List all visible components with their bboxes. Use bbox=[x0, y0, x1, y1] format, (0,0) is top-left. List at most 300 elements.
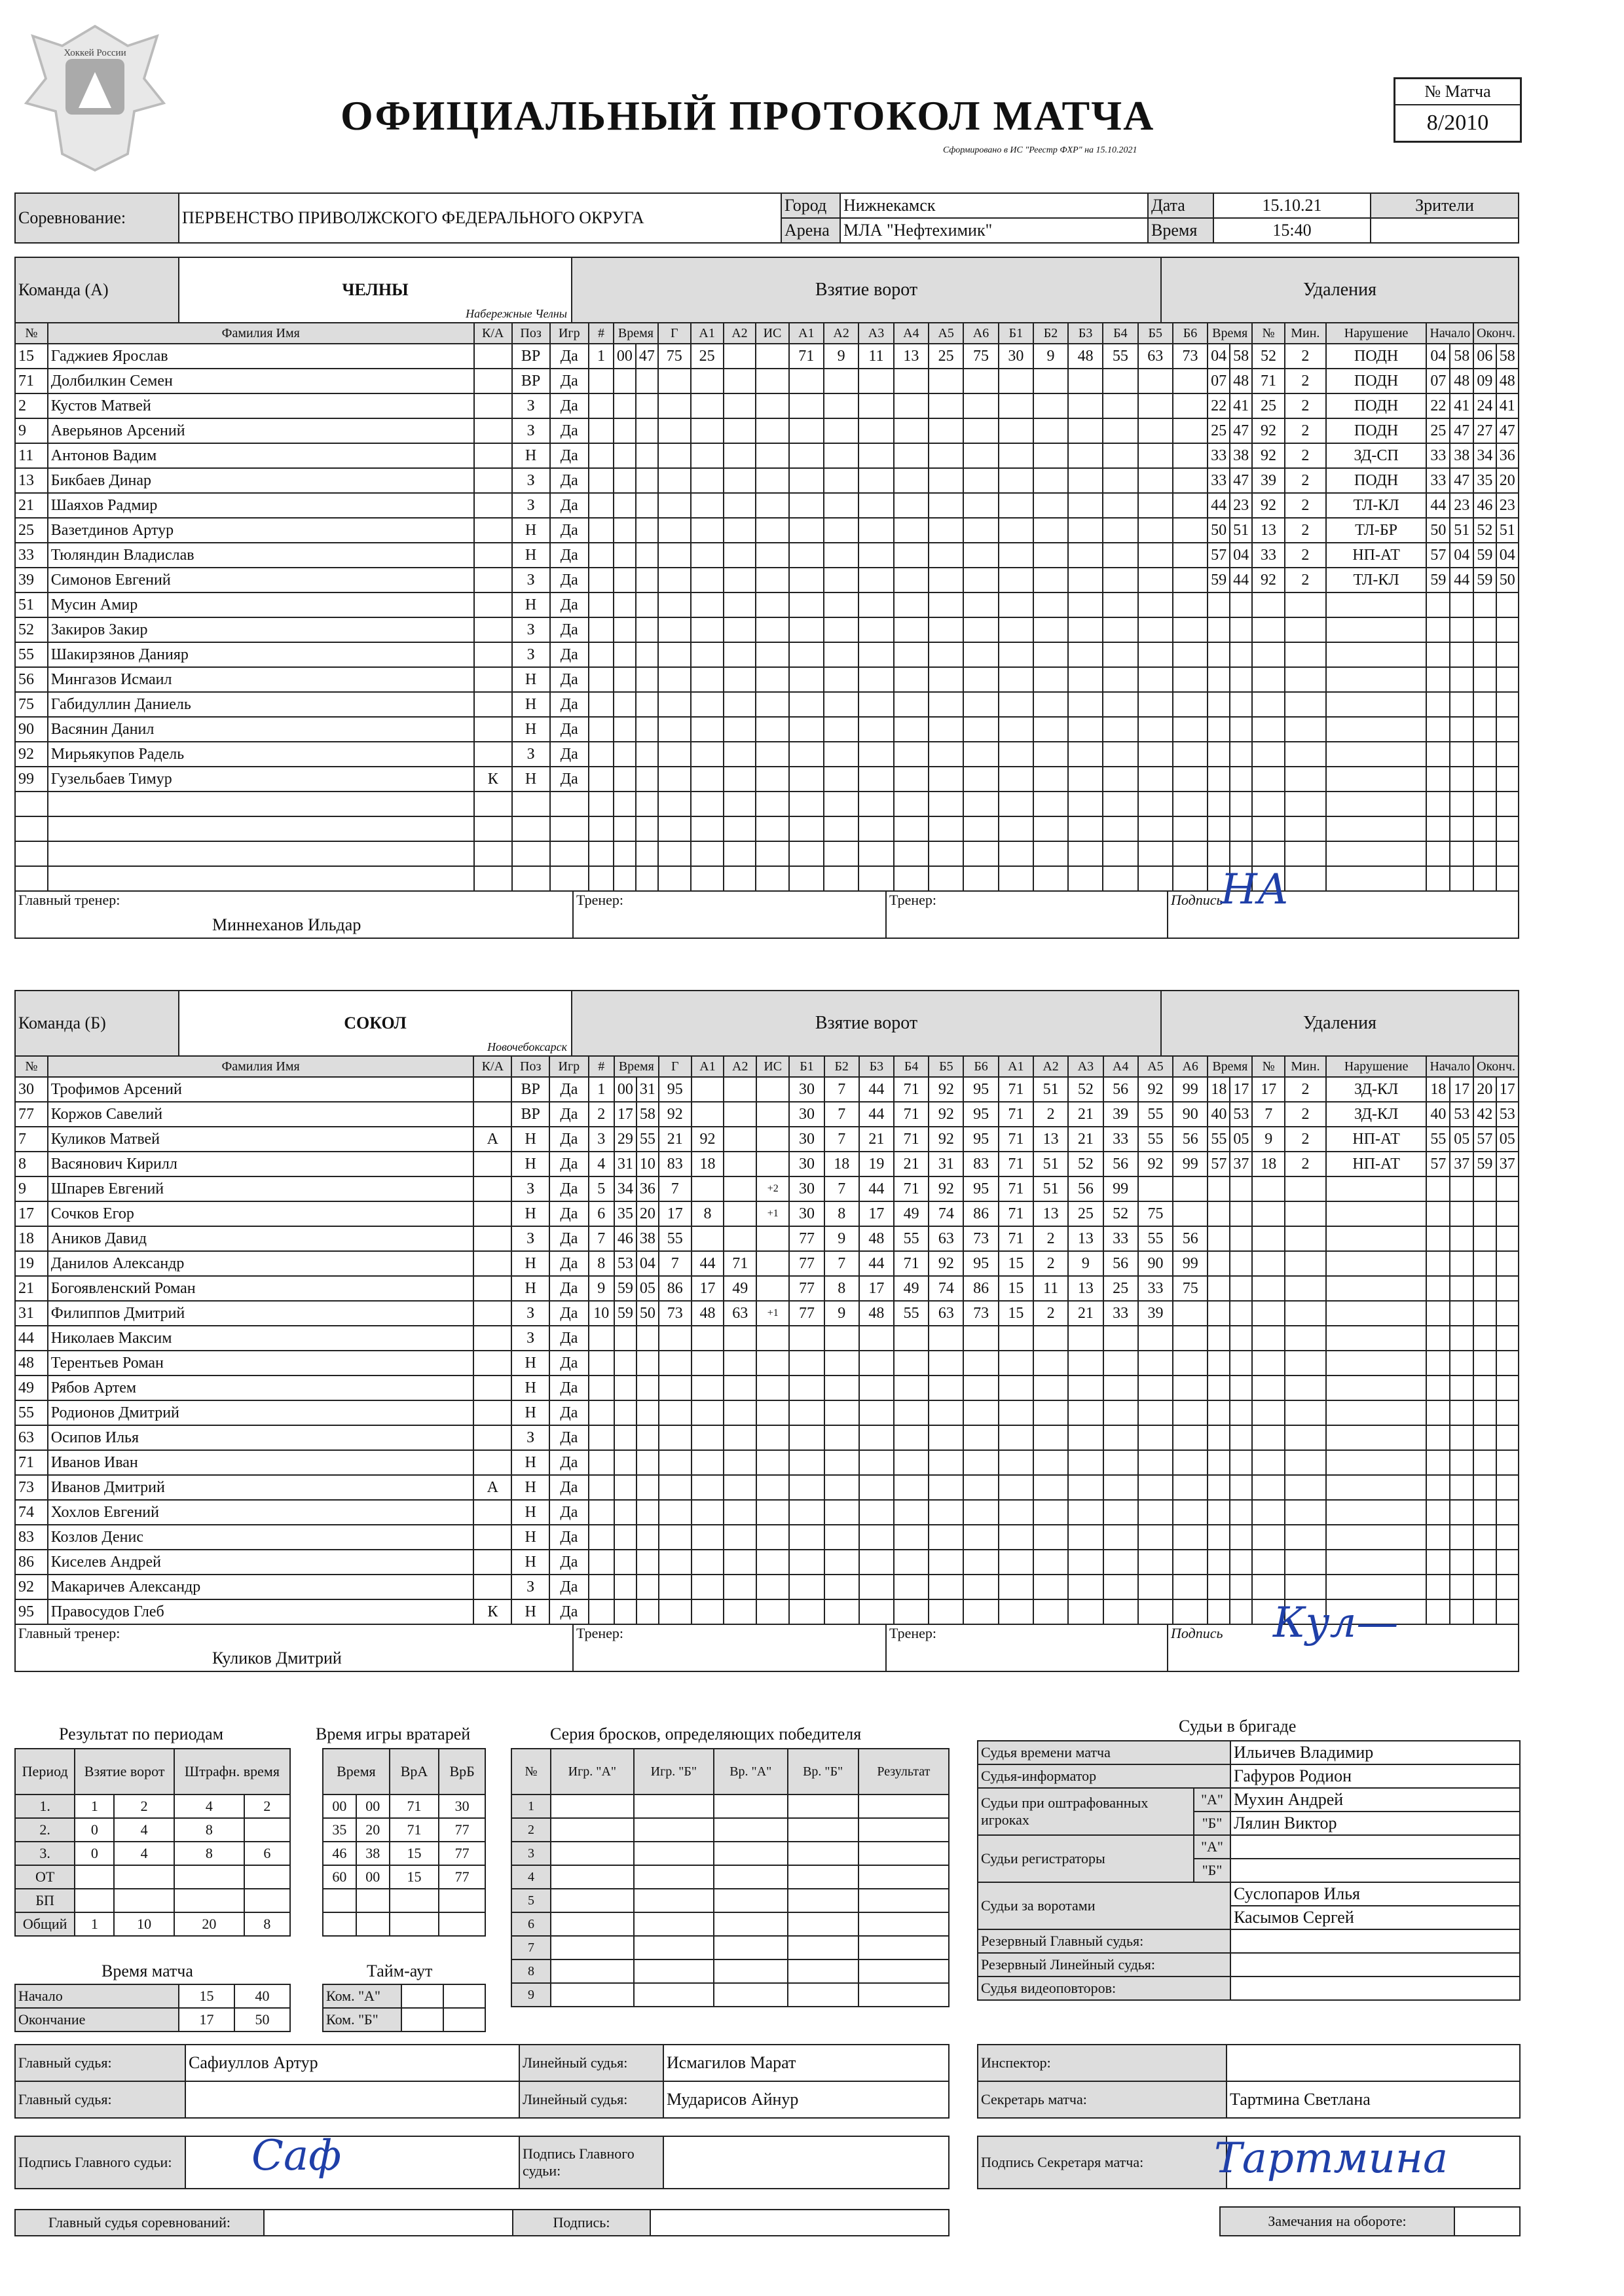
pen-empty bbox=[1426, 1351, 1450, 1376]
pen-empty bbox=[1252, 1301, 1285, 1326]
pen-minutes: 2 bbox=[1285, 1127, 1326, 1152]
pen-empty bbox=[1208, 1276, 1230, 1301]
results-h-period: Период bbox=[15, 1749, 75, 1795]
goal-empty bbox=[963, 717, 998, 742]
goal-empty bbox=[963, 1550, 998, 1575]
goal-empty bbox=[963, 1376, 998, 1400]
results-pen-a: 20 bbox=[174, 1912, 244, 1936]
pen-empty bbox=[1326, 642, 1427, 667]
goal-sec: 05 bbox=[637, 1276, 659, 1301]
player-name: Богоявленский Роман bbox=[48, 1276, 474, 1301]
pen-empty bbox=[1252, 1575, 1285, 1599]
pen-empty bbox=[1426, 1226, 1450, 1251]
player-name: Васянин Данил bbox=[48, 717, 474, 742]
goal-onice: 44 bbox=[859, 1077, 894, 1102]
goal-empty bbox=[929, 1425, 963, 1450]
goal-empty bbox=[614, 692, 636, 717]
goal-empty bbox=[789, 717, 824, 742]
line-ref-1: Исмагилов Марат bbox=[663, 2045, 949, 2081]
shootout-cell bbox=[788, 1795, 858, 1818]
player-pos: Н bbox=[511, 1500, 549, 1525]
pen-empty bbox=[1208, 617, 1230, 642]
goal-onice: 63 bbox=[929, 1226, 963, 1251]
goal-empty bbox=[1103, 617, 1137, 642]
goal-empty bbox=[691, 692, 724, 717]
pen-empty bbox=[1252, 841, 1285, 866]
pen-empty bbox=[1252, 717, 1285, 742]
goal-a1: 17 bbox=[692, 1276, 724, 1301]
pen-empty bbox=[1450, 1400, 1473, 1425]
pen-empty bbox=[1326, 841, 1427, 866]
goal-empty bbox=[789, 369, 824, 393]
goal-empty bbox=[1103, 1599, 1138, 1624]
results-row bbox=[15, 1842, 290, 1865]
roster-row bbox=[15, 1400, 1519, 1425]
pen-empty bbox=[1252, 1276, 1285, 1301]
player-number: 71 bbox=[15, 369, 48, 393]
goal-empty bbox=[1033, 592, 1068, 617]
pen-empty bbox=[1230, 1276, 1252, 1301]
pen-sec: 41 bbox=[1230, 393, 1252, 418]
player-pos: З bbox=[511, 1301, 549, 1326]
team-b-name: СОКОЛ bbox=[344, 1013, 407, 1032]
player-ka bbox=[473, 1351, 511, 1376]
player-ka bbox=[474, 393, 512, 418]
goal-empty bbox=[1138, 742, 1173, 767]
h-goal-a1: А1 bbox=[692, 1056, 724, 1077]
pen-empty bbox=[1426, 792, 1450, 816]
goal-empty bbox=[614, 468, 636, 493]
pen-empty bbox=[1326, 1326, 1427, 1351]
goal-empty bbox=[859, 1425, 894, 1450]
pen-empty bbox=[1230, 692, 1252, 717]
player-play: Да bbox=[550, 642, 589, 667]
goal-empty bbox=[1138, 443, 1173, 468]
goal-empty bbox=[658, 717, 691, 742]
goal-empty bbox=[614, 667, 636, 692]
goal-empty bbox=[1068, 1326, 1103, 1351]
goal-oppice: 71 bbox=[999, 1152, 1033, 1176]
sign-secretary-label: Подпись Секретаря матча: bbox=[978, 2136, 1227, 2189]
player-name: Козлов Денис bbox=[48, 1525, 474, 1550]
h-num: № bbox=[15, 323, 48, 344]
results-goals-b: 2 bbox=[114, 1795, 174, 1818]
player-number: 83 bbox=[15, 1525, 48, 1550]
goal-scorer: 92 bbox=[659, 1102, 692, 1127]
goal-empty bbox=[724, 1425, 756, 1450]
pen-empty bbox=[1496, 642, 1519, 667]
goal-onice: 71 bbox=[894, 1102, 929, 1127]
goal-scorer: 17 bbox=[659, 1201, 692, 1226]
goalie-empty bbox=[356, 1889, 390, 1912]
pen-empty bbox=[1208, 1425, 1230, 1450]
pen-player: 9 bbox=[1252, 1127, 1285, 1152]
goal-empty bbox=[1103, 1475, 1138, 1500]
goal-empty bbox=[963, 592, 998, 617]
goal-onice: 95 bbox=[963, 1251, 998, 1276]
goal-a1: 92 bbox=[692, 1127, 724, 1152]
goal-oppice: 55 bbox=[1138, 1226, 1173, 1251]
goal-empty bbox=[589, 841, 614, 866]
pen-empty bbox=[1496, 667, 1519, 692]
roster-row bbox=[15, 1077, 1519, 1102]
goal-empty bbox=[589, 767, 614, 792]
svg-text:Хоккей России: Хоккей России bbox=[64, 48, 126, 58]
pen-empty bbox=[1450, 1301, 1473, 1326]
pen-empty bbox=[1450, 1575, 1473, 1599]
team-b-section bbox=[14, 990, 1519, 1723]
roster-row bbox=[15, 617, 1519, 642]
player-pos: З bbox=[512, 493, 550, 518]
goal-oppice: 75 bbox=[1138, 1201, 1173, 1226]
goal-empty bbox=[963, 792, 998, 816]
goal-oppice: 39 bbox=[1138, 1301, 1173, 1326]
goal-empty bbox=[789, 1376, 824, 1400]
h-pos: Поз bbox=[511, 1056, 549, 1077]
goal-num: 3 bbox=[589, 1127, 614, 1152]
pen-empty bbox=[1473, 1450, 1496, 1475]
goal-empty bbox=[858, 767, 893, 792]
goal-empty bbox=[1138, 393, 1173, 418]
player-ka: А bbox=[473, 1475, 511, 1500]
goal-empty bbox=[789, 1450, 824, 1475]
goal-empty bbox=[589, 1400, 614, 1425]
pen-sec: 05 bbox=[1230, 1127, 1252, 1152]
goal-empty bbox=[658, 642, 691, 667]
shootout-cell bbox=[551, 1865, 634, 1889]
roster-row bbox=[15, 642, 1519, 667]
goal-empty bbox=[824, 393, 858, 418]
pen-min: 18 bbox=[1208, 1077, 1230, 1102]
roster-row bbox=[15, 344, 1519, 369]
goal-empty bbox=[724, 742, 756, 767]
player-name: Данилов Александр bbox=[48, 1251, 474, 1276]
goal-empty bbox=[636, 468, 658, 493]
goal-empty bbox=[999, 1450, 1033, 1475]
goal-empty bbox=[614, 493, 636, 518]
goalie-empty bbox=[390, 1912, 439, 1936]
goal-empty bbox=[929, 1575, 963, 1599]
player-ka: К bbox=[473, 1599, 511, 1624]
goal-onice: 30 bbox=[789, 1152, 824, 1176]
goal-empty bbox=[789, 443, 824, 468]
team-a-coach1: Тренер: bbox=[573, 891, 886, 938]
pen-empty bbox=[1230, 1376, 1252, 1400]
goal-oppice: 56 bbox=[1173, 1127, 1208, 1152]
pen-empty bbox=[1473, 792, 1496, 816]
pen-end-m: 35 bbox=[1473, 468, 1496, 493]
goal-oppice: 71 bbox=[999, 1226, 1033, 1251]
goal-empty bbox=[1033, 1376, 1068, 1400]
player-pos: З bbox=[511, 1575, 549, 1599]
h-onice-3: А4 bbox=[894, 323, 929, 344]
shootout-cell bbox=[858, 1959, 949, 1983]
pen-empty bbox=[1450, 692, 1473, 717]
pen-empty bbox=[1208, 792, 1230, 816]
shootout-cell bbox=[714, 1959, 788, 1983]
player-name: Шакирзянов Данияр bbox=[48, 642, 474, 667]
player-play: Да bbox=[549, 1550, 589, 1575]
pen-sec: 17 bbox=[1230, 1077, 1252, 1102]
goal-onice: 95 bbox=[963, 1077, 998, 1102]
goal-empty bbox=[1068, 1400, 1103, 1425]
goal-empty bbox=[691, 617, 724, 642]
pen-empty bbox=[1426, 1326, 1450, 1351]
goal-empty bbox=[724, 1500, 756, 1525]
goal-num: 2 bbox=[589, 1102, 614, 1127]
goal-empty bbox=[999, 592, 1033, 617]
goal-empty bbox=[1068, 393, 1103, 418]
team-b-coach1: Тренер: bbox=[573, 1624, 886, 1671]
goal-empty bbox=[1068, 1351, 1103, 1376]
pen-empty bbox=[1285, 1475, 1326, 1500]
goal-empty bbox=[929, 866, 963, 891]
team-a-coaches bbox=[14, 866, 1519, 939]
goal-oppice bbox=[1173, 1301, 1208, 1326]
pen-empty bbox=[1473, 1500, 1496, 1525]
player-number: 74 bbox=[15, 1500, 48, 1525]
goal-empty bbox=[1103, 1525, 1138, 1550]
goal-scorer: 73 bbox=[659, 1301, 692, 1326]
pen-empty bbox=[1252, 1201, 1285, 1226]
goal-oppice bbox=[1173, 1176, 1208, 1201]
goal-empty bbox=[1103, 742, 1137, 767]
pen-violation: ПОДН bbox=[1326, 369, 1427, 393]
comp-sign bbox=[650, 2210, 949, 2236]
results-table bbox=[14, 1748, 291, 1937]
goal-empty bbox=[824, 1599, 859, 1624]
pen-empty bbox=[1230, 642, 1252, 667]
arena: МЛА "Нефтехимик" bbox=[840, 218, 1148, 243]
h-ka: К/А bbox=[474, 323, 512, 344]
roster-row bbox=[15, 767, 1519, 792]
ref-goal2: Касымов Сергей bbox=[1230, 1906, 1520, 1929]
goal-empty bbox=[1138, 1525, 1173, 1550]
roster-row bbox=[15, 568, 1519, 592]
goal-empty bbox=[1068, 692, 1103, 717]
goalies-table bbox=[322, 1748, 486, 1937]
goal-oppice: 52 bbox=[1103, 1201, 1138, 1226]
pen-violation: ПОДН bbox=[1326, 393, 1427, 418]
pen-player: 33 bbox=[1252, 543, 1285, 568]
goal-empty bbox=[789, 742, 824, 767]
player-name bbox=[48, 841, 474, 866]
results-row bbox=[15, 1818, 290, 1842]
pen-start-s: 05 bbox=[1450, 1127, 1473, 1152]
player-name: Киселев Андрей bbox=[48, 1550, 474, 1575]
pen-empty bbox=[1496, 1475, 1519, 1500]
pen-empty bbox=[1208, 1201, 1230, 1226]
match-number-label: № Матча bbox=[1395, 79, 1520, 105]
goal-is bbox=[756, 1102, 789, 1127]
goal-empty bbox=[929, 393, 963, 418]
goal-empty bbox=[963, 468, 998, 493]
h-onice-0: А1 bbox=[789, 323, 824, 344]
goal-onice: 92 bbox=[929, 1102, 963, 1127]
h-goal-time: Время bbox=[614, 323, 658, 344]
player-ka bbox=[474, 493, 512, 518]
goal-empty bbox=[658, 393, 691, 418]
goal-empty bbox=[963, 443, 998, 468]
goal-empty bbox=[756, 841, 788, 866]
goal-empty bbox=[1033, 1500, 1068, 1525]
pen-end-m: 46 bbox=[1473, 493, 1496, 518]
goal-oppice: 51 bbox=[1033, 1176, 1068, 1201]
goal-empty bbox=[637, 1599, 659, 1624]
goalie-sec: 00 bbox=[356, 1795, 390, 1818]
team-b-roster-table bbox=[14, 1055, 1519, 1625]
team-a-city: Набережные Челны bbox=[466, 307, 567, 320]
player-ka bbox=[473, 1376, 511, 1400]
pen-violation: НП-АТ bbox=[1326, 543, 1427, 568]
pen-empty bbox=[1252, 1226, 1285, 1251]
goal-empty bbox=[589, 1525, 614, 1550]
pen-empty bbox=[1450, 1450, 1473, 1475]
player-name: Вазетдинов Артур bbox=[48, 518, 474, 543]
goal-empty bbox=[658, 841, 691, 866]
player-pos bbox=[512, 816, 550, 841]
h-pen-time: Время bbox=[1208, 1056, 1252, 1077]
goal-empty bbox=[1173, 1575, 1208, 1599]
pen-violation: ПОДН bbox=[1326, 418, 1427, 443]
goal-empty bbox=[1173, 1425, 1208, 1450]
player-play: Да bbox=[550, 543, 589, 568]
player-play: Да bbox=[549, 1176, 589, 1201]
goal-empty bbox=[1173, 1450, 1208, 1475]
ref-video-label: Судья видеоповторов: bbox=[978, 1977, 1230, 2000]
shootout-cell bbox=[551, 1912, 634, 1936]
goal-empty bbox=[1138, 1425, 1173, 1450]
pen-violation: ЗД-КЛ bbox=[1326, 1102, 1427, 1127]
goal-empty bbox=[824, 1400, 859, 1425]
goal-is: +2 bbox=[756, 1176, 789, 1201]
goal-oppice: 90 bbox=[1138, 1251, 1173, 1276]
pen-empty bbox=[1473, 1400, 1496, 1425]
goal-empty bbox=[691, 841, 724, 866]
goal-empty bbox=[614, 592, 636, 617]
goalie-empty bbox=[439, 1889, 485, 1912]
goal-empty bbox=[894, 667, 929, 692]
goal-empty bbox=[1033, 1575, 1068, 1599]
pen-sec: 58 bbox=[1230, 344, 1252, 369]
goal-a2 bbox=[724, 1152, 756, 1176]
goal-empty bbox=[999, 543, 1033, 568]
goal-num: 1 bbox=[589, 1077, 614, 1102]
pen-empty bbox=[1496, 1351, 1519, 1376]
goal-empty bbox=[589, 518, 614, 543]
goal-oppice: 2 bbox=[1033, 1226, 1068, 1251]
player-name: Трофимов Арсений bbox=[48, 1077, 474, 1102]
shootout-num: 7 bbox=[511, 1936, 551, 1959]
goal-onice: 75 bbox=[963, 344, 998, 369]
pen-empty bbox=[1426, 1201, 1450, 1226]
goal-empty bbox=[589, 1550, 614, 1575]
roster-row bbox=[15, 816, 1519, 841]
goal-empty bbox=[1068, 742, 1103, 767]
goalie-sec: 00 bbox=[356, 1865, 390, 1889]
pen-sec: 23 bbox=[1230, 493, 1252, 518]
pen-end-m: 42 bbox=[1473, 1102, 1496, 1127]
goal-empty bbox=[614, 369, 636, 393]
goal-a2 bbox=[724, 344, 756, 369]
goal-empty bbox=[724, 692, 756, 717]
inspector bbox=[1227, 2045, 1520, 2081]
ref-video bbox=[1230, 1977, 1520, 2000]
shootout-cell bbox=[858, 1795, 949, 1818]
pen-empty bbox=[1473, 1301, 1496, 1326]
comp-ref bbox=[264, 2210, 513, 2236]
goal-empty bbox=[789, 1550, 824, 1575]
line-ref-label: Линейный судья: bbox=[519, 2045, 663, 2081]
goal-empty bbox=[963, 617, 998, 642]
goal-onice: 71 bbox=[894, 1077, 929, 1102]
shootout-cell bbox=[634, 1936, 714, 1959]
goal-empty bbox=[929, 568, 963, 592]
player-pos: Н bbox=[512, 692, 550, 717]
goal-empty bbox=[692, 1450, 724, 1475]
team-a-signature: НА bbox=[1221, 866, 1289, 914]
goal-empty bbox=[1068, 717, 1103, 742]
pen-empty bbox=[1496, 1301, 1519, 1326]
goal-empty bbox=[999, 518, 1033, 543]
page-title: ОФИЦИАЛЬНЫЙ ПРОТОКОЛ МАТЧА bbox=[341, 92, 1155, 139]
roster-row bbox=[15, 1276, 1519, 1301]
pen-empty bbox=[1426, 1376, 1450, 1400]
pen-empty bbox=[1230, 1500, 1252, 1525]
goal-empty bbox=[929, 592, 963, 617]
goal-empty bbox=[1033, 816, 1068, 841]
team-b-label: Команда (Б) bbox=[15, 991, 179, 1056]
pen-empty bbox=[1252, 1450, 1285, 1475]
goal-empty bbox=[589, 742, 614, 767]
pen-empty bbox=[1285, 1201, 1326, 1226]
player-pos: З bbox=[511, 1226, 549, 1251]
goal-empty bbox=[963, 816, 998, 841]
goal-empty bbox=[1033, 841, 1068, 866]
goal-empty bbox=[589, 866, 614, 891]
player-ka bbox=[473, 1550, 511, 1575]
results-goals-a: 0 bbox=[75, 1818, 114, 1842]
goalies-title: Время игры вратарей bbox=[316, 1724, 471, 1743]
goal-oppice: 21 bbox=[1068, 1127, 1103, 1152]
goal-empty bbox=[999, 1400, 1033, 1425]
pen-empty bbox=[1473, 767, 1496, 792]
goal-oppice: 15 bbox=[999, 1276, 1033, 1301]
player-play: Да bbox=[550, 493, 589, 518]
goal-a2 bbox=[724, 1127, 756, 1152]
goal-oppice: 92 bbox=[1138, 1152, 1173, 1176]
pen-empty bbox=[1208, 642, 1230, 667]
goal-min: 53 bbox=[614, 1251, 637, 1276]
results-pen-a bbox=[174, 1865, 244, 1889]
goal-onice: 92 bbox=[929, 1251, 963, 1276]
player-pos: ВР bbox=[512, 344, 550, 369]
goal-empty bbox=[1173, 1525, 1208, 1550]
pen-minutes: 2 bbox=[1285, 1152, 1326, 1176]
pen-player: 52 bbox=[1252, 344, 1285, 369]
pen-empty bbox=[1285, 1326, 1326, 1351]
pen-empty bbox=[1426, 1500, 1450, 1525]
goal-empty bbox=[1033, 692, 1068, 717]
pen-min: 25 bbox=[1208, 418, 1230, 443]
goal-empty bbox=[589, 1475, 614, 1500]
pen-empty bbox=[1473, 1599, 1496, 1624]
pen-empty bbox=[1426, 1599, 1450, 1624]
player-play: Да bbox=[550, 742, 589, 767]
goal-empty bbox=[637, 1475, 659, 1500]
goal-empty bbox=[658, 418, 691, 443]
pen-start-s: 04 bbox=[1450, 543, 1473, 568]
